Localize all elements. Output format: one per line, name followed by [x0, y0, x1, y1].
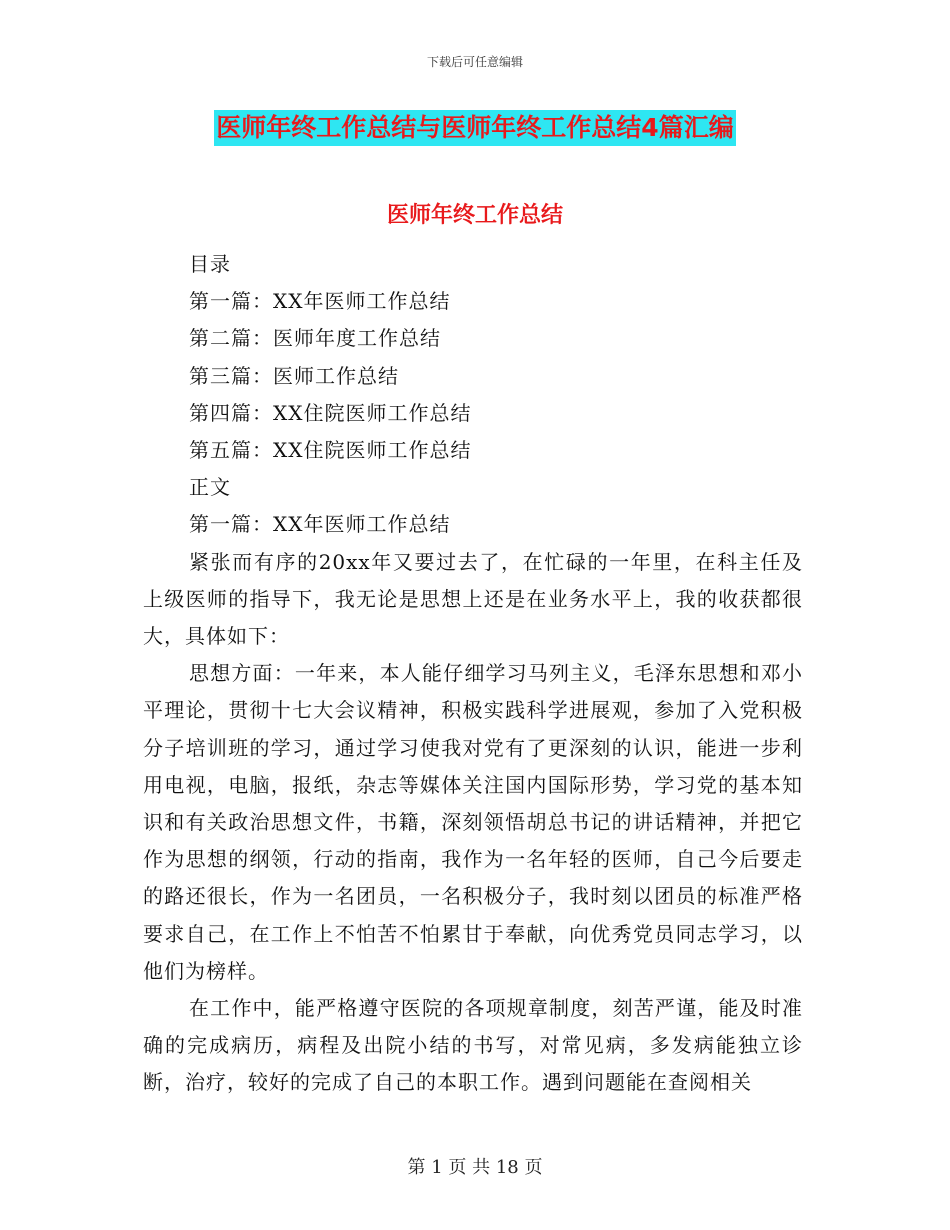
section-title: 医师年终工作总结 [386, 203, 563, 228]
header-note: 下载后可任意编辑 [426, 55, 523, 69]
page-footer: 第 1 页 共 18 页 [407, 1157, 543, 1178]
paragraph: 在工作中，能严格遵守医院的各项规章制度，刻苦严谨，能及时准确的完成病历，病程及出院小结的书写，对常见病，多发病能独立诊断，治疗，较好的完成了自己的本职工作。遇到问题能在查阅相关 [143, 996, 803, 1095]
toc-heading: 目录 [189, 252, 231, 276]
toc-item: 第三篇：医师工作总结 [189, 363, 399, 388]
paragraph: 思想方面：一年来，本人能仔细学习马列主义，毛泽东思想和邓小平理论，贯彻十七大会议精神，积极实践科学进展观，参加了入党积极分子培训班的学习，通过学习使我对党有了更深刻的认识，能进一步利用电视，电脑，报纸，杂志等媒体关注国内国际形势，学习党的基本知识和有关政治思想文件，书籍，深刻领悟胡总书记的讲话精神，并把它作为思想的纲领，行动的指南，我作为一名年轻的医师，自己今后要走的路还很长，作为一名团员，一名积极分子，我时刻以团员的标准严格要求自己，在工作上不怕苦不怕累甘于奉献，向优秀党员同志学习，以他们为榜样。 [143, 661, 803, 983]
toc-item: 第四篇：XX住院医师工作总结 [189, 400, 472, 425]
body-heading: 正文 [189, 475, 231, 500]
toc-item: 第一篇：XX年医师工作总结 [189, 289, 451, 314]
toc-item: 第二篇：医师年度工作总结 [189, 326, 441, 351]
document-title-container [0, 110, 950, 146]
paragraph: 紧张而有序的20xx年又要过去了，在忙碌的一年里，在科主任及上级医师的指导下，我无论是思想上还是在业务水平上，我的收获都很大，具体如下： [143, 549, 803, 649]
document-title: 医师年终工作总结与医师年终工作总结4篇汇编 [214, 110, 735, 146]
article-title: 第一篇：XX年医师工作总结 [189, 512, 451, 537]
document-body [143, 246, 803, 1102]
toc-item: 第五篇：XX住院医师工作总结 [189, 438, 472, 463]
